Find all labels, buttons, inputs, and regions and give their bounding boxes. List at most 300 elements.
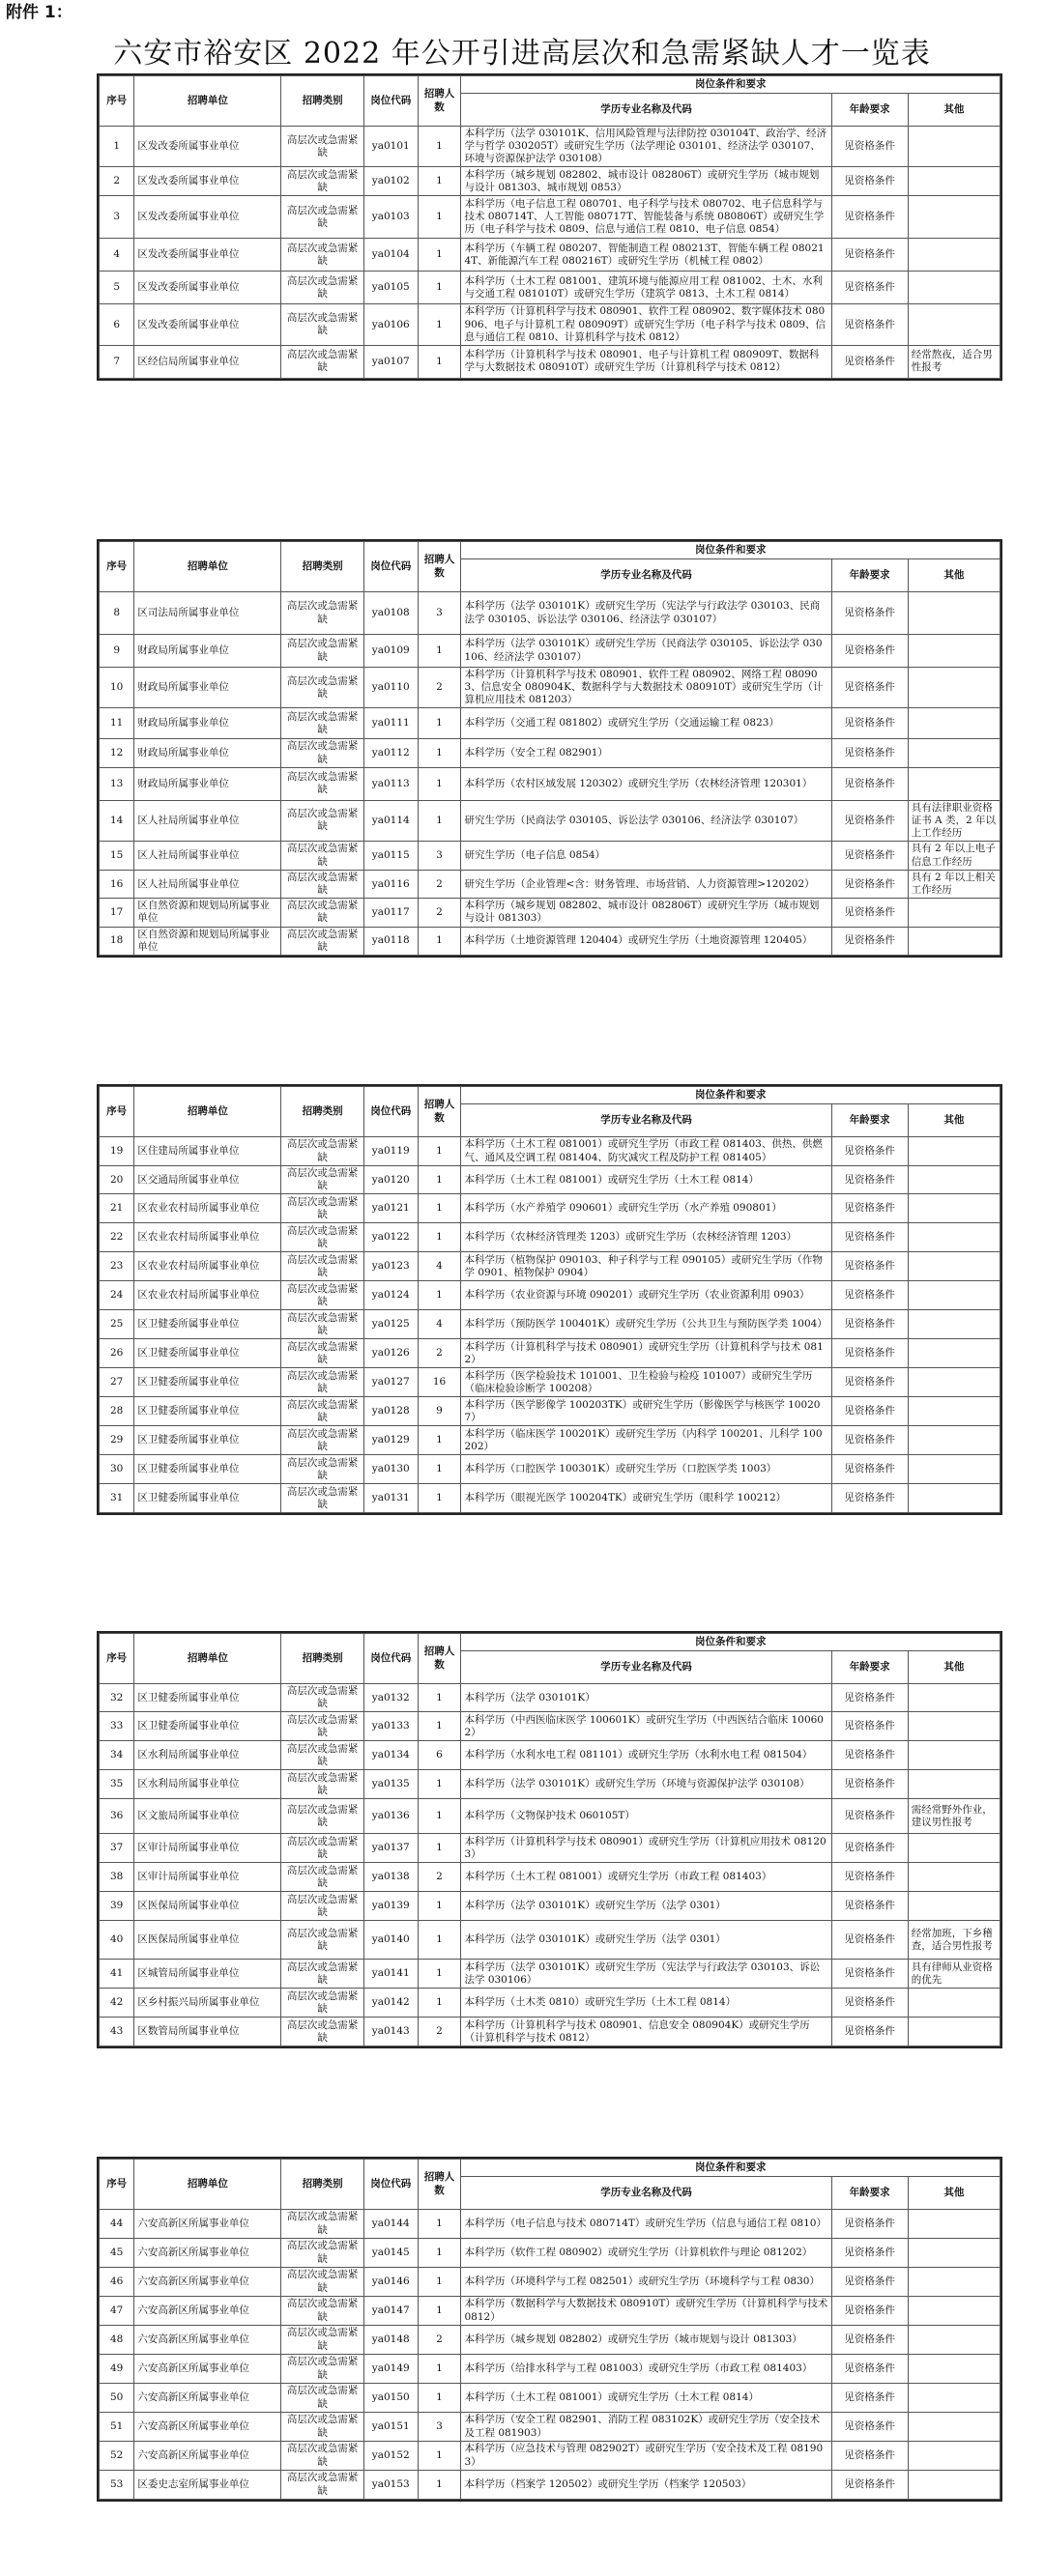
table-row — [100, 2442, 1000, 2471]
header-code: 岗位代码 — [363, 76, 418, 127]
cell-age: 见资格条件 — [831, 927, 908, 955]
cell-major: 本科学历（电子信息工程 080701、电子科学与技术 080702、电子信息科学与技术 080714T、人工智能 080717T、智能装备与系统 080806T）或研究生学历（电子科学与技术 0809、信息与通信工程 0810、电子信息 0854） — [461, 196, 831, 239]
cell-code: ya0145 — [363, 2239, 418, 2268]
cell-category: 高层次或急需紧缺 — [281, 592, 364, 635]
cell-other — [908, 1989, 1000, 2018]
cell-unit: 区发改委所属事业单位 — [134, 167, 281, 196]
cell-count: 1 — [418, 2442, 461, 2471]
cell-count: 1 — [418, 345, 461, 378]
cell-age: 见资格条件 — [831, 668, 908, 708]
cell-code: ya0114 — [363, 800, 418, 841]
cell-category: 高层次或急需紧缺 — [281, 2210, 364, 2239]
cell-code: ya0135 — [363, 1770, 418, 1799]
cell-other — [908, 1281, 1000, 1310]
cell-category: 高层次或急需紧缺 — [281, 345, 364, 378]
cell-other — [908, 739, 1000, 767]
cell-category: 高层次或急需紧缺 — [281, 1426, 364, 1455]
cell-seq: 40 — [100, 1921, 134, 1960]
table-page-2 — [97, 539, 1002, 958]
cell-other — [908, 2210, 1000, 2239]
cell-code: ya0122 — [363, 1223, 418, 1252]
cell-category: 高层次或急需紧缺 — [281, 2355, 364, 2384]
cell-category: 高层次或急需紧缺 — [281, 272, 364, 304]
table-row — [100, 1194, 1000, 1223]
table-row — [100, 1455, 1000, 1484]
cell-other: 经常熬夜，适合男性报考 — [908, 345, 1000, 378]
cell-unit: 区人社局所属事业单位 — [134, 871, 281, 899]
cell-count: 3 — [418, 842, 461, 871]
cell-unit: 区乡村振兴局所属事业单位 — [134, 1989, 281, 2018]
cell-unit: 区发改委所属事业单位 — [134, 304, 281, 345]
cell-code: ya0140 — [363, 1921, 418, 1960]
cell-major: 本科学历（中西医临床医学 100601K）或研究生学历（中西医结合临床 100602） — [461, 1712, 831, 1741]
cell-major: 本科学历（计算机科学与技术 080901、软件工程 080902、数字媒体技术 080906、电子与计算机工程 080909T）或研究生学历（电子科学与技术 0809、信息与通信工程 0810、计算机科学与技术 0812） — [461, 304, 831, 345]
cell-category: 高层次或急需紧缺 — [281, 2384, 364, 2413]
cell-category: 高层次或急需紧缺 — [281, 2326, 364, 2355]
cell-seq: 48 — [100, 2326, 134, 2355]
header-major: 学历专业名称及代码 — [461, 559, 831, 592]
cell-other — [908, 127, 1000, 167]
header-seq: 序号 — [100, 1634, 134, 1684]
cell-unit: 区发改委所属事业单位 — [134, 196, 281, 239]
table-row — [100, 1921, 1000, 1960]
cell-other: 具有律师从业资格的优先 — [908, 1960, 1000, 1989]
cell-count: 1 — [418, 239, 461, 272]
cell-seq: 9 — [100, 635, 134, 668]
cell-seq: 39 — [100, 1892, 134, 1921]
cell-seq: 47 — [100, 2297, 134, 2326]
cell-count: 2 — [418, 668, 461, 708]
table-row — [100, 767, 1000, 800]
cell-other: 具有 2 年以上相关工作经历 — [908, 871, 1000, 899]
table-row — [100, 345, 1000, 378]
cell-age: 见资格条件 — [831, 1281, 908, 1310]
cell-seq: 20 — [100, 1166, 134, 1194]
cell-category: 高层次或急需紧缺 — [281, 1741, 364, 1770]
header-count: 招聘人数 — [418, 2160, 461, 2210]
cell-code: ya0136 — [363, 1799, 418, 1834]
cell-seq: 36 — [100, 1799, 134, 1834]
cell-major: 研究生学历（民商法学 030105、诉讼法学 030106、经济法学 030107） — [461, 800, 831, 841]
header-seq: 序号 — [100, 1087, 134, 1137]
cell-seq: 51 — [100, 2413, 134, 2442]
cell-code: ya0117 — [363, 899, 418, 927]
cell-age: 见资格条件 — [831, 2355, 908, 2384]
cell-major: 本科学历（电子信息与技术 080714T）或研究生学历（信息与通信工程 0810） — [461, 2210, 831, 2239]
cell-code: ya0131 — [363, 1484, 418, 1513]
recruitment-table — [99, 2159, 1000, 2500]
table-row — [100, 1281, 1000, 1310]
cell-age: 见资格条件 — [831, 2471, 908, 2500]
table-row — [100, 2297, 1000, 2326]
cell-major: 本科学历（水利水电工程 081101）或研究生学历（水利水电工程 081504） — [461, 1741, 831, 1770]
cell-category: 高层次或急需紧缺 — [281, 899, 364, 927]
cell-category: 高层次或急需紧缺 — [281, 2297, 364, 2326]
cell-code: ya0146 — [363, 2268, 418, 2297]
cell-age: 见资格条件 — [831, 899, 908, 927]
table-page-5 — [97, 2157, 1002, 2502]
cell-major: 本科学历（医学影像学 100203TK）或研究生学历（影像医学与核医学 100207） — [461, 1397, 831, 1426]
cell-seq: 43 — [100, 2018, 134, 2046]
cell-count: 3 — [418, 592, 461, 635]
cell-other — [908, 1397, 1000, 1426]
cell-age: 见资格条件 — [831, 196, 908, 239]
header-code: 岗位代码 — [363, 1634, 418, 1684]
header-seq: 序号 — [100, 2160, 134, 2210]
cell-age: 见资格条件 — [831, 1310, 908, 1339]
cell-age: 见资格条件 — [831, 871, 908, 899]
table-row — [100, 2268, 1000, 2297]
cell-count: 4 — [418, 1310, 461, 1339]
cell-category: 高层次或急需紧缺 — [281, 1368, 364, 1397]
cell-major: 本科学历（计算机科学与技术 080901、电子与计算机工程 080909T、数据科学与大数据技术 080910T）或研究生学历（计算机科学与技术 0812） — [461, 345, 831, 378]
header-unit: 招聘单位 — [134, 76, 281, 127]
cell-major: 研究生学历（企业管理<含：财务管理、市场营销、人力资源管理>120202） — [461, 871, 831, 899]
cell-other — [908, 1892, 1000, 1921]
table-row — [100, 1223, 1000, 1252]
cell-age: 见资格条件 — [831, 2018, 908, 2046]
cell-count: 1 — [418, 1223, 461, 1252]
cell-other — [908, 1223, 1000, 1252]
header-age: 年龄要求 — [831, 1651, 908, 1684]
cell-count: 2 — [418, 1863, 461, 1892]
cell-seq: 26 — [100, 1339, 134, 1368]
cell-age: 见资格条件 — [831, 1397, 908, 1426]
table-row — [100, 196, 1000, 239]
cell-major: 本科学历（应急技术与管理 082902T）或研究生学历（安全技术及工程 081903） — [461, 2442, 831, 2471]
cell-age: 见资格条件 — [831, 1712, 908, 1741]
cell-age: 见资格条件 — [831, 800, 908, 841]
cell-category: 高层次或急需紧缺 — [281, 1484, 364, 1513]
cell-other — [908, 708, 1000, 739]
cell-count: 1 — [418, 127, 461, 167]
cell-major: 本科学历（计算机科学与技术 080901）或研究生学历（计算机应用技术 081203） — [461, 1834, 831, 1863]
header-unit: 招聘单位 — [134, 542, 281, 592]
table-row — [100, 1368, 1000, 1397]
cell-age: 见资格条件 — [831, 1426, 908, 1455]
cell-category: 高层次或急需紧缺 — [281, 1863, 364, 1892]
cell-code: ya0119 — [363, 1137, 418, 1166]
cell-major: 本科学历（数据科学与大数据技术 080910T）或研究生学历（计算机科学与技术 0812） — [461, 2297, 831, 2326]
table-row — [100, 272, 1000, 304]
table-row — [100, 1684, 1000, 1712]
cell-unit: 区司法局所属事业单位 — [134, 592, 281, 635]
cell-major: 本科学历（预防医学 100401K）或研究生学历（公共卫生与预防医学类 1004） — [461, 1310, 831, 1339]
cell-category: 高层次或急需紧缺 — [281, 1223, 364, 1252]
cell-age: 见资格条件 — [831, 767, 908, 800]
cell-category: 高层次或急需紧缺 — [281, 1339, 364, 1368]
cell-other — [908, 2268, 1000, 2297]
cell-category: 高层次或急需紧缺 — [281, 1194, 364, 1223]
cell-count: 1 — [418, 1194, 461, 1223]
cell-category: 高层次或急需紧缺 — [281, 1770, 364, 1799]
cell-unit: 区卫健委所属事业单位 — [134, 1684, 281, 1712]
cell-seq: 44 — [100, 2210, 134, 2239]
cell-seq: 52 — [100, 2442, 134, 2471]
cell-major: 本科学历（计算机科学与技术 080901、信息安全 080904K）或研究生学历（计算机科学与技术 0812） — [461, 2018, 831, 2046]
cell-seq: 17 — [100, 899, 134, 927]
cell-category: 高层次或急需紧缺 — [281, 871, 364, 899]
cell-unit: 区审计局所属事业单位 — [134, 1834, 281, 1863]
cell-other — [908, 1712, 1000, 1741]
cell-code: ya0133 — [363, 1712, 418, 1741]
cell-count: 1 — [418, 1892, 461, 1921]
cell-unit: 区发改委所属事业单位 — [134, 272, 281, 304]
table-row — [100, 1834, 1000, 1863]
cell-seq: 25 — [100, 1310, 134, 1339]
cell-unit: 六安高新区所属事业单位 — [134, 2210, 281, 2239]
cell-age: 见资格条件 — [831, 1137, 908, 1166]
cell-age: 见资格条件 — [831, 635, 908, 668]
cell-code: ya0120 — [363, 1166, 418, 1194]
header-category: 招聘类别 — [281, 542, 364, 592]
table-row — [100, 2471, 1000, 2500]
cell-major: 本科学历（安全工程 082901） — [461, 739, 831, 767]
cell-unit: 区医保局所属事业单位 — [134, 1921, 281, 1960]
cell-seq: 19 — [100, 1137, 134, 1166]
cell-count: 1 — [418, 1166, 461, 1194]
cell-count: 16 — [418, 1368, 461, 1397]
cell-count: 1 — [418, 2297, 461, 2326]
cell-age: 见资格条件 — [831, 1194, 908, 1223]
table-row — [100, 668, 1000, 708]
cell-code: ya0125 — [363, 1310, 418, 1339]
cell-count: 1 — [418, 1426, 461, 1455]
cell-other — [908, 1684, 1000, 1712]
cell-unit: 区卫健委所属事业单位 — [134, 1339, 281, 1368]
cell-code: ya0105 — [363, 272, 418, 304]
cell-age: 见资格条件 — [831, 1892, 908, 1921]
cell-count: 1 — [418, 1834, 461, 1863]
cell-code: ya0107 — [363, 345, 418, 378]
table-row — [100, 127, 1000, 167]
cell-age: 见资格条件 — [831, 1684, 908, 1712]
cell-category: 高层次或急需紧缺 — [281, 167, 364, 196]
cell-category: 高层次或急需紧缺 — [281, 1310, 364, 1339]
cell-age: 见资格条件 — [831, 1921, 908, 1960]
cell-other — [908, 2384, 1000, 2413]
cell-unit: 区自然资源和规划局所属事业单位 — [134, 899, 281, 927]
cell-category: 高层次或急需紧缺 — [281, 1960, 364, 1989]
cell-unit: 区发改委所属事业单位 — [134, 239, 281, 272]
cell-category: 高层次或急需紧缺 — [281, 1712, 364, 1741]
cell-unit: 区水利局所属事业单位 — [134, 1770, 281, 1799]
cell-age: 见资格条件 — [831, 167, 908, 196]
cell-code: ya0143 — [363, 2018, 418, 2046]
cell-category: 高层次或急需紧缺 — [281, 127, 364, 167]
cell-seq: 21 — [100, 1194, 134, 1223]
cell-major: 本科学历（法学 030101K） — [461, 1684, 831, 1712]
header-category: 招聘类别 — [281, 1634, 364, 1684]
cell-major: 本科学历（计算机科学与技术 080901）或研究生学历（计算机科学与技术 0812） — [461, 1339, 831, 1368]
cell-age: 见资格条件 — [831, 842, 908, 871]
cell-seq: 3 — [100, 196, 134, 239]
cell-major: 本科学历（农业资源与环境 090201）或研究生学历（农业资源利用 0903） — [461, 1281, 831, 1310]
cell-count: 1 — [418, 1989, 461, 2018]
cell-code: ya0129 — [363, 1426, 418, 1455]
cell-seq: 53 — [100, 2471, 134, 2500]
header-count: 招聘人数 — [418, 76, 461, 127]
table-row — [100, 304, 1000, 345]
cell-count: 1 — [418, 927, 461, 955]
cell-major: 本科学历（土木工程 081001）或研究生学历（市政工程 081403） — [461, 1863, 831, 1892]
cell-code: ya0141 — [363, 1960, 418, 1989]
cell-unit: 财政局所属事业单位 — [134, 708, 281, 739]
table-row — [100, 2018, 1000, 2046]
cell-unit: 六安高新区所属事业单位 — [134, 2355, 281, 2384]
cell-other — [908, 2018, 1000, 2046]
cell-unit: 区农业农村局所属事业单位 — [134, 1194, 281, 1223]
cell-other — [908, 2297, 1000, 2326]
table-row — [100, 1484, 1000, 1513]
cell-category: 高层次或急需紧缺 — [281, 1684, 364, 1712]
cell-seq: 34 — [100, 1741, 134, 1770]
cell-count: 1 — [418, 1137, 461, 1166]
cell-count: 1 — [418, 196, 461, 239]
cell-category: 高层次或急需紧缺 — [281, 668, 364, 708]
header-code: 岗位代码 — [363, 2160, 418, 2210]
cell-count: 1 — [418, 1712, 461, 1741]
cell-major: 本科学历（口腔医学 100301K）或研究生学历（口腔医学类 1003） — [461, 1455, 831, 1484]
table-row — [100, 1770, 1000, 1799]
cell-seq: 11 — [100, 708, 134, 739]
cell-seq: 35 — [100, 1770, 134, 1799]
cell-other — [908, 2413, 1000, 2442]
cell-category: 高层次或急需紧缺 — [281, 1799, 364, 1834]
cell-major: 本科学历（法学 030101K）或研究生学历（宪法学与行政法学 030103、诉讼法学 030106） — [461, 1960, 831, 1989]
cell-age: 见资格条件 — [831, 1834, 908, 1863]
cell-category: 高层次或急需紧缺 — [281, 842, 364, 871]
cell-age: 见资格条件 — [831, 2210, 908, 2239]
cell-seq: 18 — [100, 927, 134, 955]
cell-age: 见资格条件 — [831, 1770, 908, 1799]
cell-count: 3 — [418, 2413, 461, 2442]
header-other: 其他 — [908, 2177, 1000, 2210]
header-age: 年龄要求 — [831, 2177, 908, 2210]
cell-other — [908, 635, 1000, 668]
cell-unit: 区经信局所属事业单位 — [134, 345, 281, 378]
cell-other — [908, 1426, 1000, 1455]
cell-other — [908, 1194, 1000, 1223]
table-row — [100, 871, 1000, 899]
cell-count: 2 — [418, 1339, 461, 1368]
cell-seq: 24 — [100, 1281, 134, 1310]
cell-seq: 46 — [100, 2268, 134, 2297]
cell-category: 高层次或急需紧缺 — [281, 1834, 364, 1863]
cell-category: 高层次或急需紧缺 — [281, 767, 364, 800]
cell-category: 高层次或急需紧缺 — [281, 1892, 364, 1921]
cell-code: ya0116 — [363, 871, 418, 899]
header-major: 学历专业名称及代码 — [461, 94, 831, 127]
cell-unit: 区数管局所属事业单位 — [134, 2018, 281, 2046]
cell-code: ya0112 — [363, 739, 418, 767]
table-row — [100, 2413, 1000, 2442]
cell-category: 高层次或急需紧缺 — [281, 739, 364, 767]
cell-unit: 财政局所属事业单位 — [134, 668, 281, 708]
header-category: 招聘类别 — [281, 76, 364, 127]
cell-other — [908, 2326, 1000, 2355]
header-code: 岗位代码 — [363, 1087, 418, 1137]
cell-seq: 38 — [100, 1863, 134, 1892]
cell-major: 本科学历（车辆工程 080207、智能制造工程 080213T、智能车辆工程 080214T、新能源汽车工程 080216T）或研究生学历（机械工程 0802） — [461, 239, 831, 272]
header-major: 学历专业名称及代码 — [461, 1651, 831, 1684]
cell-category: 高层次或急需紧缺 — [281, 2471, 364, 2500]
cell-other — [908, 1834, 1000, 1863]
cell-unit: 区自然资源和规划局所属事业单位 — [134, 927, 281, 955]
cell-major: 本科学历（土木工程 081001、建筑环境与能源应用工程 081002、土木、水利与交通工程 081010T）或研究生学历（建筑学 0813、土木工程 0814） — [461, 272, 831, 304]
table-row — [100, 2355, 1000, 2384]
cell-code: ya0109 — [363, 635, 418, 668]
table-row — [100, 1252, 1000, 1281]
cell-code: ya0147 — [363, 2297, 418, 2326]
cell-code: ya0130 — [363, 1455, 418, 1484]
cell-major: 本科学历（给排水科学与工程 081003）或研究生学历（市政工程 081403） — [461, 2355, 831, 2384]
table-row — [100, 2326, 1000, 2355]
cell-count: 1 — [418, 167, 461, 196]
cell-unit: 区卫健委所属事业单位 — [134, 1310, 281, 1339]
cell-major: 本科学历（软件工程 080902）或研究生学历（计算机软件与理论 081202） — [461, 2239, 831, 2268]
cell-category: 高层次或急需紧缺 — [281, 196, 364, 239]
cell-code: ya0111 — [363, 708, 418, 739]
cell-count: 1 — [418, 739, 461, 767]
table-row — [100, 1397, 1000, 1426]
cell-other — [908, 2355, 1000, 2384]
cell-count: 1 — [418, 1960, 461, 1989]
cell-count: 1 — [418, 2210, 461, 2239]
cell-category: 高层次或急需紧缺 — [281, 2442, 364, 2471]
table-row — [100, 1339, 1000, 1368]
cell-seq: 7 — [100, 345, 134, 378]
cell-major: 本科学历（农林经济管理类 1203）或研究生学历（农林经济管理 1203） — [461, 1223, 831, 1252]
cell-unit: 区卫健委所属事业单位 — [134, 1484, 281, 1513]
cell-code: ya0134 — [363, 1741, 418, 1770]
cell-other — [908, 1368, 1000, 1397]
cell-seq: 31 — [100, 1484, 134, 1513]
cell-seq: 32 — [100, 1684, 134, 1712]
cell-count: 1 — [418, 1455, 461, 1484]
cell-category: 高层次或急需紧缺 — [281, 2413, 364, 2442]
attachment-label: 附件 1： — [6, 3, 72, 22]
table-row — [100, 1712, 1000, 1741]
cell-other — [908, 1455, 1000, 1484]
table-row — [100, 1863, 1000, 1892]
cell-code: ya0128 — [363, 1397, 418, 1426]
cell-other — [908, 2471, 1000, 2500]
cell-seq: 8 — [100, 592, 134, 635]
cell-seq: 22 — [100, 1223, 134, 1252]
header-unit: 招聘单位 — [134, 1634, 281, 1684]
cell-age: 见资格条件 — [831, 1741, 908, 1770]
table-row — [100, 1426, 1000, 1455]
cell-age: 见资格条件 — [831, 2326, 908, 2355]
cell-code: ya0127 — [363, 1368, 418, 1397]
cell-unit: 六安高新区所属事业单位 — [134, 2413, 281, 2442]
cell-age: 见资格条件 — [831, 592, 908, 635]
page-title: 六安市裕安区 2022 年公开引进高层次和急需紧缺人才一览表 — [113, 37, 931, 71]
cell-major: 本科学历（土木工程 081001）或研究生学历（土木工程 0814） — [461, 1166, 831, 1194]
cell-unit: 财政局所属事业单位 — [134, 739, 281, 767]
cell-major: 本科学历（城乡规划 082802）或研究生学历（城市规划与设计 081303） — [461, 2326, 831, 2355]
header-age: 年龄要求 — [831, 94, 908, 127]
header-code: 岗位代码 — [363, 542, 418, 592]
header-other: 其他 — [908, 559, 1000, 592]
cell-unit: 六安高新区所属事业单位 — [134, 2384, 281, 2413]
cell-count: 1 — [418, 2239, 461, 2268]
header-other: 其他 — [908, 1651, 1000, 1684]
header-unit: 招聘单位 — [134, 2160, 281, 2210]
cell-code: ya0153 — [363, 2471, 418, 2500]
cell-code: ya0144 — [363, 2210, 418, 2239]
